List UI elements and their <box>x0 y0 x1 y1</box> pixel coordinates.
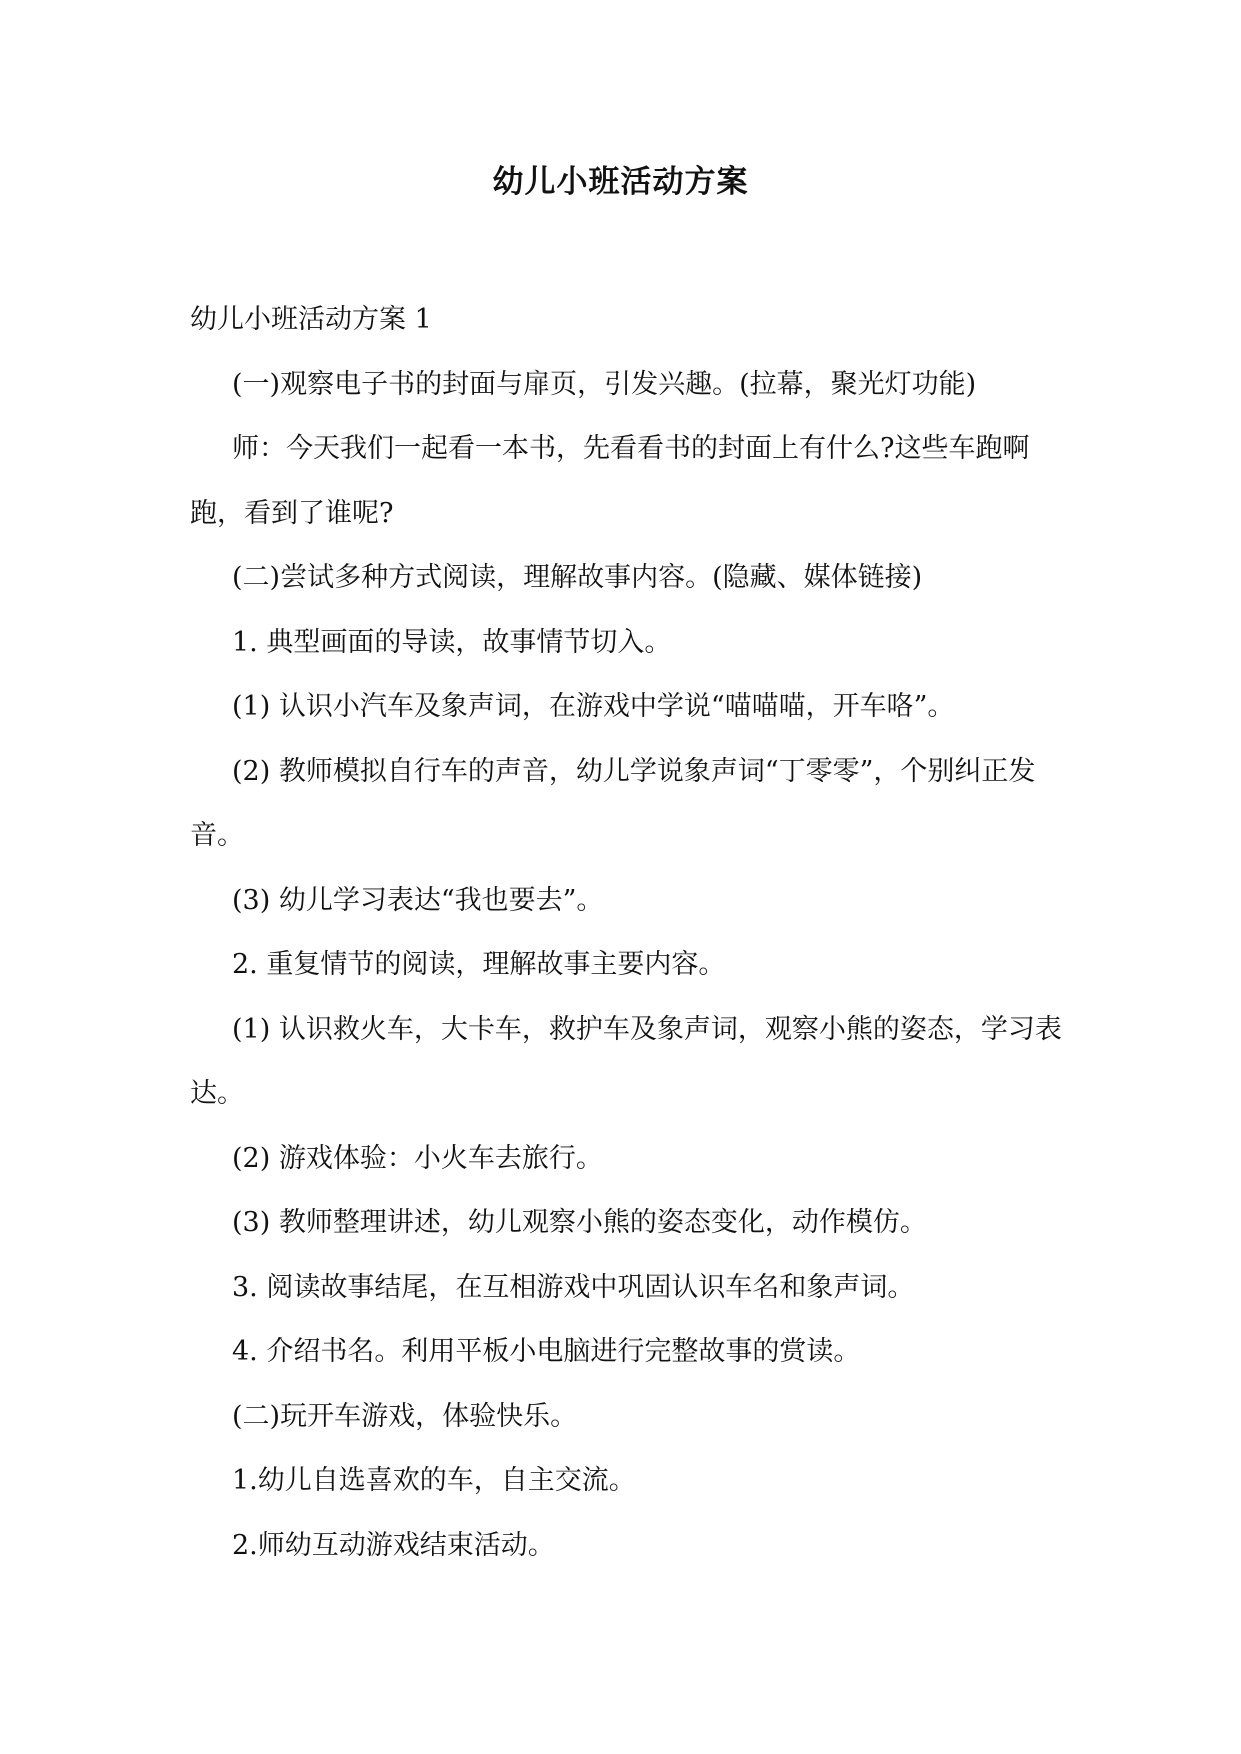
list-item-2-1: (1) 认识救火车，大卡车，救护车及象声词，观察小熊的姿态，学习表达。 <box>190 1013 1062 1109</box>
list-item-1-2: (2) 教师模拟自行车的声音，幼儿学说象声词“丁零零”，个别纠正发音。 <box>190 755 1036 851</box>
list-item-1-1: (1) 认识小汽车及象声词，在游戏中学说“喵喵喵，开车咯”。 <box>232 691 955 722</box>
paragraph-teacher-intro: 师：今天我们一起看一本书，先看看书的封面上有什么?这些车跑啊跑，看到了谁呢? <box>190 433 1030 529</box>
paragraph-step-3: (二)玩开车游戏，体验快乐。 <box>232 1400 578 1432</box>
paragraph-step-2: (二)尝试多种方式阅读，理解故事内容。(隐藏、媒体链接) <box>232 562 923 593</box>
list-item-4: 4. 介绍书名。利用平板小电脑进行完整故事的赏读。 <box>232 1336 861 1367</box>
list-item-2: 2. 重复情节的阅读，理解故事主要内容。 <box>232 949 726 980</box>
paragraph-step-1: (一)观察电子书的封面与扉页，引发兴趣。(拉幕，聚光灯功能) <box>232 368 977 400</box>
list-item-1-3: (3) 幼儿学习表达“我也要去”。 <box>232 884 604 916</box>
list-item-3: 3. 阅读故事结尾，在互相游戏中巩固认识车名和象声词。 <box>232 1271 915 1303</box>
list-item-step3-2: 2.师幼互动游戏结束活动。 <box>232 1529 555 1561</box>
section-heading: 幼儿小班活动方案 1 <box>190 304 432 335</box>
document-title: 幼儿小班活动方案 <box>492 164 749 200</box>
list-item-step3-1: 1.幼儿自选喜欢的车，自主交流。 <box>232 1465 636 1496</box>
document-body <box>190 288 1070 1578</box>
list-item-2-3: (3) 教师整理讲述，幼儿观察小熊的姿态变化，动作模仿。 <box>232 1207 927 1238</box>
list-item-1: 1. 典型画面的导读，故事情节切入。 <box>232 626 672 658</box>
list-item-2-2: (2) 游戏体验：小火车去旅行。 <box>232 1142 603 1174</box>
